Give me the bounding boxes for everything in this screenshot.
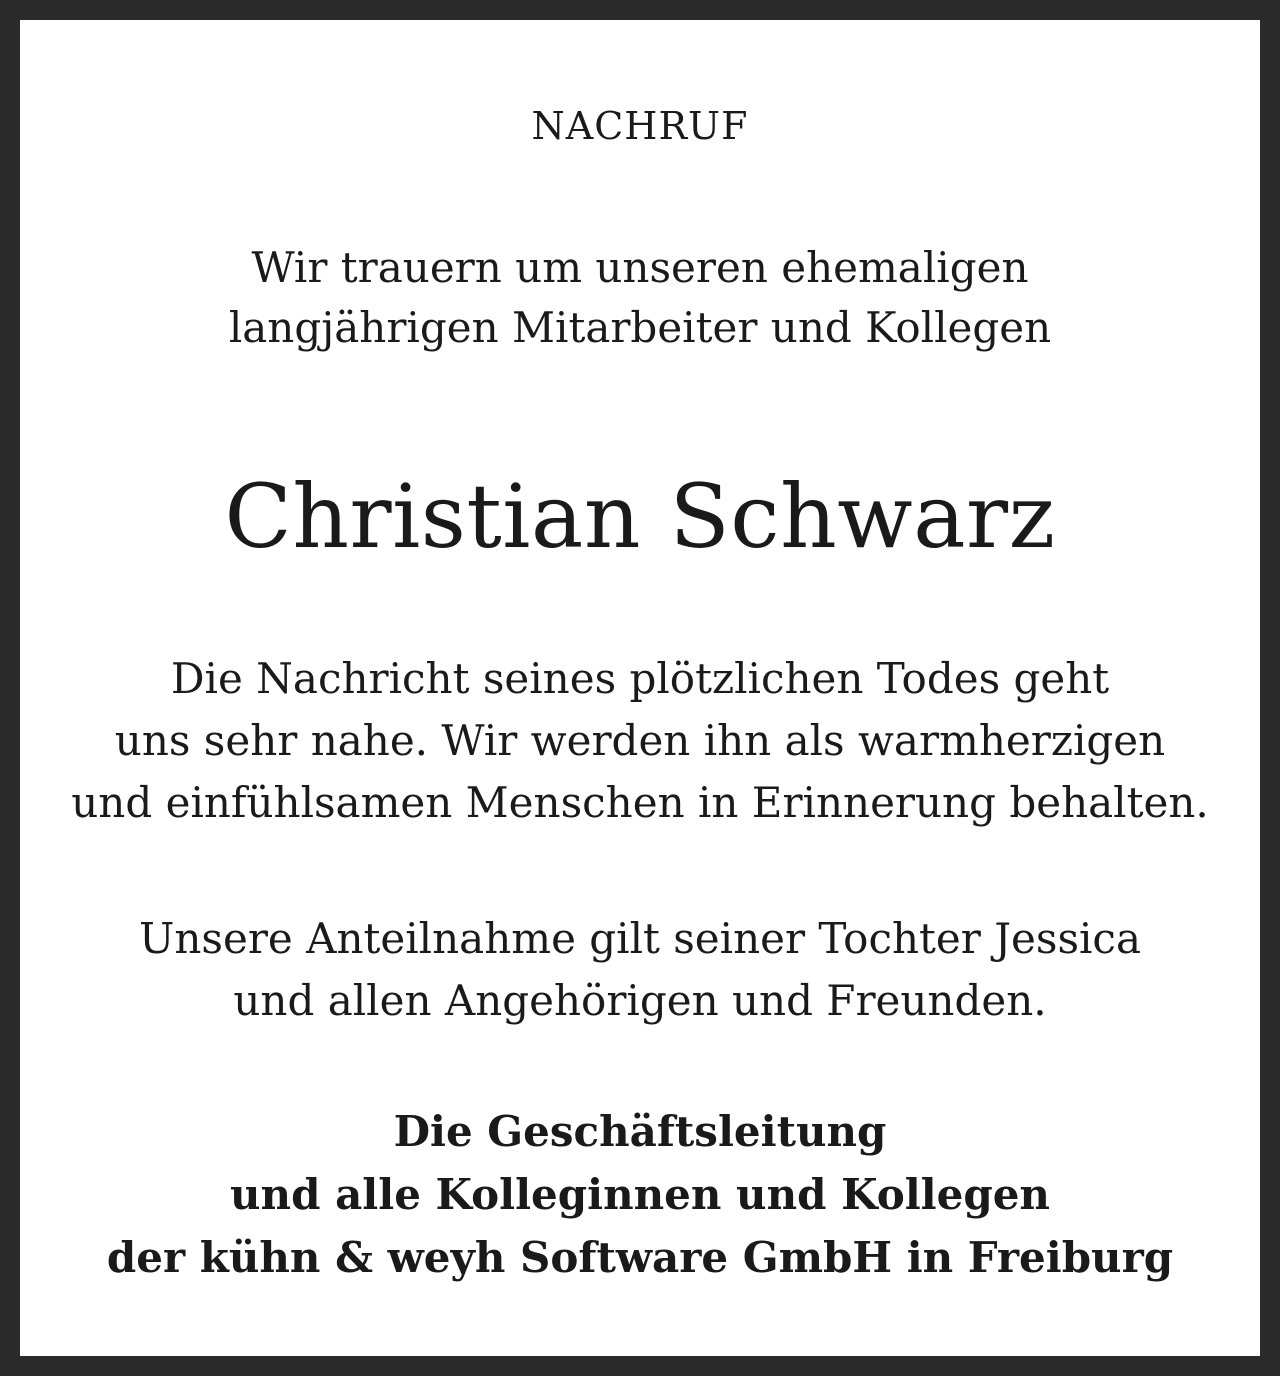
message-line: Die Nachricht seines plötzlichen Todes geht <box>170 654 1110 703</box>
notice-heading: NACHRUF <box>531 104 749 148</box>
obituary-notice <box>20 20 1260 1356</box>
condolence-message <box>20 908 1260 1032</box>
intro-line: langjährigen Mitarbeiter und Kollegen <box>228 303 1052 352</box>
intro-text <box>20 238 1260 358</box>
message-line: und einfühlsamen Menschen in Erinnerung behalten. <box>71 778 1209 827</box>
signature-block <box>20 1100 1260 1289</box>
signature-line: Die Geschäftsleitung <box>393 1107 887 1156</box>
message-line: uns sehr nahe. Wir werden ihn als warmherzigen <box>114 716 1166 765</box>
signature-line: der kühn & weyh Software GmbH in Freiburg <box>106 1233 1174 1282</box>
deceased-name: Christian Schwarz <box>224 465 1056 568</box>
condolence-line: Unsere Anteilnahme gilt seiner Tochter Jessica <box>138 914 1141 963</box>
condolence-line: und allen Angehörigen und Freunden. <box>233 976 1047 1025</box>
memorial-message <box>20 648 1260 834</box>
intro-line: Wir trauern um unseren ehemaligen <box>251 243 1029 292</box>
signature-line: und alle Kolleginnen und Kollegen <box>230 1170 1050 1219</box>
